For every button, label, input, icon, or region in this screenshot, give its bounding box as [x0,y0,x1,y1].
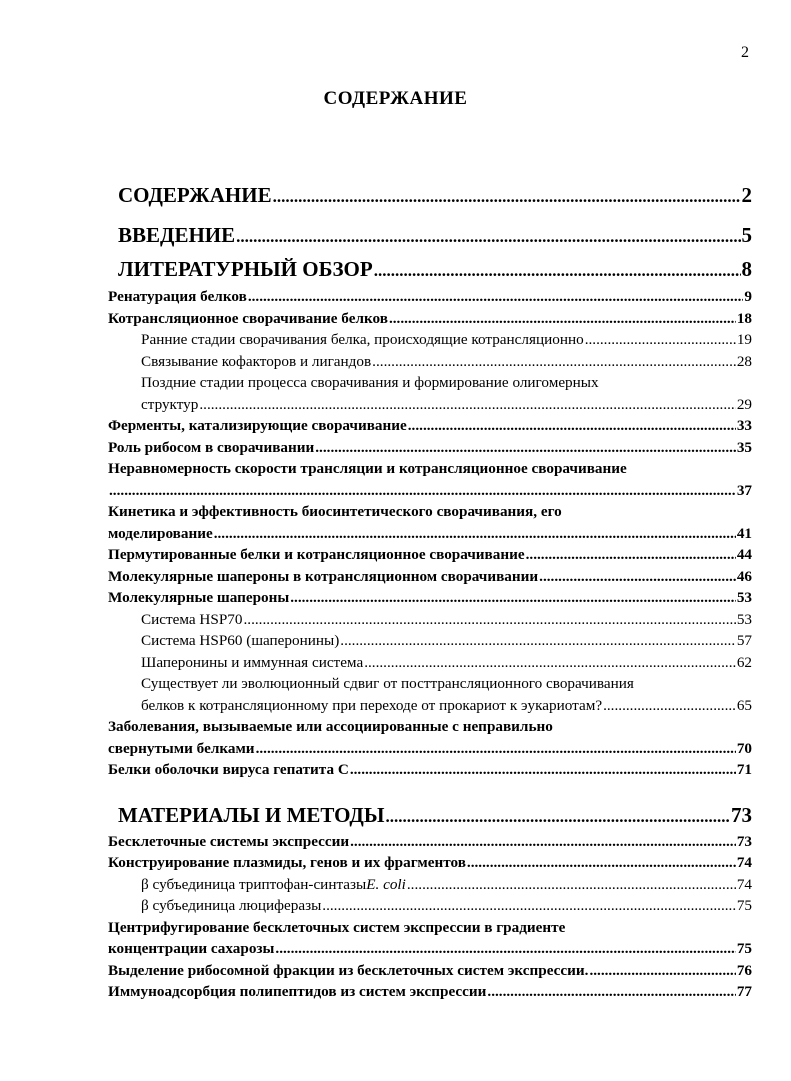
lit-review-entries [108,286,752,781]
toc-subsection[interactable]: Поздние стадии процесса сворачивания и формирование олигомерных структур ..... 29 [108,372,752,415]
toc-subsection[interactable]: Система HSP60 (шаперонины) ..... 57 [108,630,752,652]
toc-section[interactable]: Неравномерность скорости трансляции и котрансляционное сворачивание ..... 37 [108,458,752,501]
toc-section[interactable]: Бесклеточные системы экспрессии ..... 73 [108,831,752,853]
page-number: 2 [741,44,749,61]
toc-section[interactable]: Ренатурация белков ..... 9 [108,286,752,308]
toc-section[interactable]: Молекулярные шапероны ..... 53 [108,587,752,609]
toc-section[interactable]: Белки оболочки вируса гепатита С ..... 71 [108,759,752,781]
toc-chapter[interactable]: ВВЕДЕНИЕ ..... 5 [118,218,752,252]
page-title: СОДЕРЖАНИЕ [323,88,468,109]
toc-chapter[interactable]: ЛИТЕРАТУРНЫЙ ОБЗОР ..... 8 [118,252,752,286]
toc-subsection[interactable]: β субъединица триптофан-синтазы E. coli ..... 74 [108,874,752,896]
toc-subsection[interactable]: Система HSP70 ..... 53 [108,609,752,631]
toc-section[interactable]: Пермутированные белки и котрансляционное сворачивание ..... 44 [108,544,752,566]
toc-subsection[interactable]: Ранние стадии сворачивания белка, происходящие котрансляционно ..... 19 [108,329,752,351]
toc-section[interactable]: Выделение рибосомной фракции из бесклеточных систем экспрессии. ..... 76 [108,960,752,982]
toc-subsection[interactable]: Шаперонины и иммунная система ..... 62 [108,652,752,674]
toc-subsection[interactable]: Связывание кофакторов и лигандов ..... 28 [108,351,752,373]
table-of-contents [108,178,752,1003]
methods-entries [108,831,752,1003]
toc-chapter[interactable]: МАТЕРИАЛЫ И МЕТОДЫ ..... 73 [118,799,752,831]
toc-section[interactable]: Роль рибосом в сворачивании ..... 35 [108,437,752,459]
toc-section[interactable]: Котрансляционное сворачивание белков ..... 18 [108,308,752,330]
toc-section[interactable]: Ферменты, катализирующие сворачивание ..... 33 [108,415,752,437]
toc-section[interactable]: Молекулярные шапероны в котрансляционном сворачивании ..... 46 [108,566,752,588]
toc-section[interactable]: Иммуноадсорбция полипептидов из систем экспрессии ..... 77 [108,981,752,1003]
toc-subsection[interactable]: β субъединица люциферазы ..... 75 [108,895,752,917]
toc-subsection[interactable]: Существует ли эволюционный сдвиг от посттрансляционного сворачивания белков к котрансляционному при переходе от прокариот к эукариотам? ..... 65 [108,673,752,716]
toc-chapter[interactable]: СОДЕРЖАНИЕ ..... 2 [118,178,752,218]
toc-section[interactable]: Заболевания, вызываемые или ассоциированные с неправильно свернутыми белками ..... 70 [108,716,752,759]
toc-section[interactable]: Конструирование плазмиды, генов и их фрагментов ..... 74 [108,852,752,874]
toc-section[interactable]: Кинетика и эффективность биосинтетического сворачивания, его моделирование ..... 41 [108,501,752,544]
toc-section[interactable]: Центрифугирование бесклеточных систем экспрессии в градиенте концентрации сахарозы ..... 75 [108,917,752,960]
